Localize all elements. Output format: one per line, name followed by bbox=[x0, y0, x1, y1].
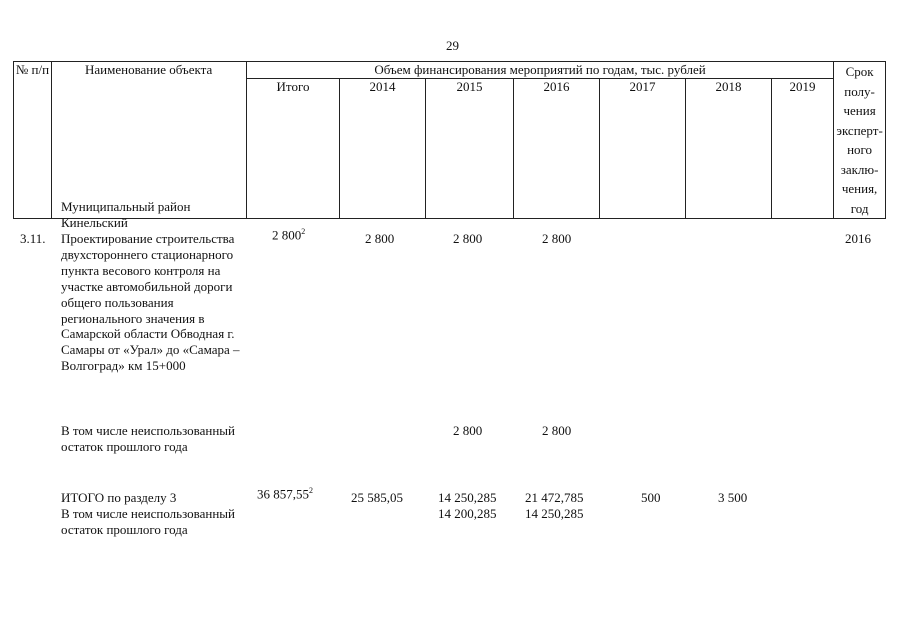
header-num: № п/п bbox=[14, 62, 52, 219]
header-year: 2018 bbox=[686, 79, 772, 219]
cell-2015: 14 250,285 bbox=[438, 490, 497, 505]
header-year: 2014 bbox=[340, 79, 426, 219]
cell-total: 36 857,55$^2$ bbox=[257, 486, 313, 502]
header-financing: Объем финансирования мероприятий по годам, тыс. рублей bbox=[247, 62, 834, 79]
header-year: 2015 bbox=[426, 79, 514, 219]
footnote-mark: 2 bbox=[309, 486, 313, 495]
cell-deadline: 2016 bbox=[845, 231, 871, 246]
header-name: Наименование объекта bbox=[52, 62, 247, 219]
header-year: 2016 bbox=[514, 79, 600, 219]
cell-2014: 25 585,05 bbox=[351, 490, 403, 505]
object-name: В том числе неиспользованный остаток прошлого года bbox=[61, 506, 235, 537]
cell-2015: 14 200,285 bbox=[438, 506, 497, 521]
object-name: Проектирование строительства двухстороннего стационарного пункта весового контроля на участке автомобильной дороги общего пользования регионального значения в Самарской области Обводная г. Самары от «Урал» до «Самара – Волгоград» км 15+000 bbox=[61, 231, 240, 374]
cell-2018: 3 500 bbox=[718, 490, 748, 505]
page-number: 29 bbox=[446, 38, 459, 53]
cell-2015: 2 800 bbox=[453, 231, 483, 246]
header-total: Итого bbox=[247, 79, 340, 219]
cell-2017: 500 bbox=[641, 490, 661, 505]
cell-2016: 2 800 bbox=[542, 423, 572, 438]
cell-2016: 2 800 bbox=[542, 231, 572, 246]
cell-total: 2 $800^2$ bbox=[272, 227, 306, 243]
header-year: 2017 bbox=[600, 79, 686, 219]
group-title: Муниципальный район Кинельский bbox=[61, 199, 191, 230]
object-name: ИТОГО по разделу 3 bbox=[61, 490, 177, 505]
object-name: В том числе неиспользованный остаток прошлого года bbox=[61, 423, 235, 454]
cell-2016: 21 472,785 bbox=[525, 490, 584, 505]
footnote-mark: 2 bbox=[301, 227, 306, 236]
cell-2014: 2 800 bbox=[365, 231, 395, 246]
cell-2015: 2 800 bbox=[453, 423, 483, 438]
table-header bbox=[13, 61, 886, 219]
header-year: 2019 bbox=[772, 79, 834, 219]
header-deadline: Срок полу-чения эксперт-ного заклю-чения, год bbox=[834, 62, 886, 219]
cell-2016: 14 250,285 bbox=[525, 506, 584, 521]
row-number: 3.11. bbox=[20, 231, 46, 246]
